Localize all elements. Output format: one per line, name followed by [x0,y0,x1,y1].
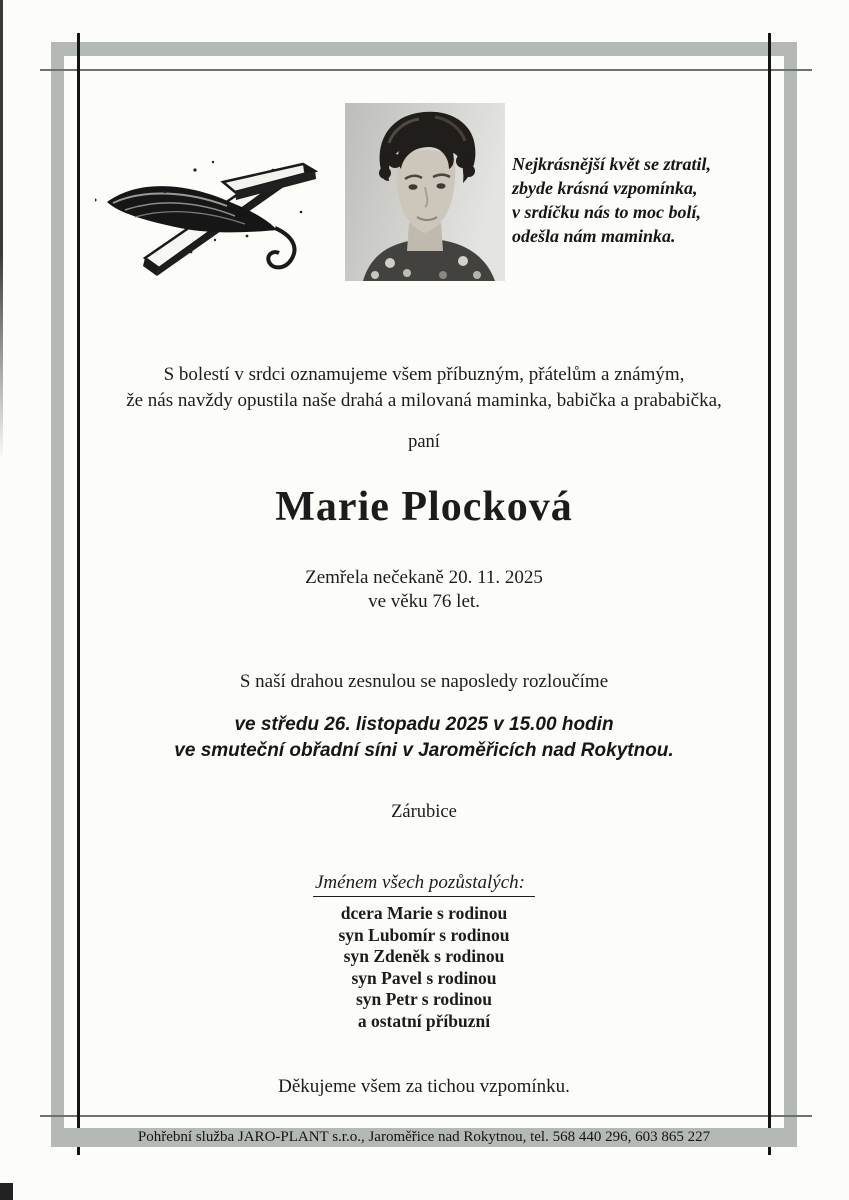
announcement-line-1: S bolestí v srdci oznamujeme všem příbuzným, přátelům a známým, [163,364,685,385]
survivor-item: syn Lubomír s rodinou [338,924,510,945]
ceremony-details [51,712,797,764]
place-name: Zárubice [391,802,457,822]
frame-top-thin-line [40,69,812,71]
ceremony-location: ve smuteční obřadní síni v Jaroměřicích nad Rokytnou. [174,740,674,761]
farewell-intro: S naší drahou zesnulou se naposledy rozloučíme [239,671,609,692]
deceased-name: Marie Plocková [275,484,573,530]
survivor-item: syn Zdeněk s rodinou [343,946,505,966]
survivor-item: syn Pavel s rodinou [351,967,497,988]
frame-bottom-thin-line [40,1115,812,1117]
frame-top-band [51,42,797,56]
cross-and-feather-drawing [95,140,330,295]
poem-line: Nejkrásnější květ se ztratil, [512,154,711,174]
salutation: paní [408,432,440,452]
cross-and-feather-icon [95,140,330,295]
poem-line: zbyde krásná vzpomínka, [512,178,698,198]
footer-band [51,1128,797,1147]
death-date-line: Zemřela nečekaně 20. 11. 2025 [305,567,543,588]
scan-blot-artifact [0,1183,13,1200]
survivor-item: dcera Marie s rodinou [340,903,508,923]
announcement [51,362,797,414]
survivor-item: syn Petr s rodinou [356,989,492,1009]
portrait-photo-image [345,103,505,281]
portrait-photo [345,103,505,281]
poem-line: odešla nám maminka. [512,226,676,246]
thanks-line: Děkujeme všem za tichou vzpomínku. [278,1076,570,1097]
memorial-poem [512,152,752,248]
funeral-service-info: Pohřební služba JARO-PLANT s.r.o., Jaroměřice nad Rokytnou, tel. 568 440 296, 603 865 227 [137,1129,711,1145]
survivor-item: a ostatní příbuzní [357,1010,491,1031]
poem-line: v srdíčku nás to moc bolí, [512,202,702,222]
scan-edge-artifact [0,0,3,460]
ceremony-datetime: ve středu 26. listopadu 2025 v 15.00 hodin [234,714,614,735]
survivors-list [51,903,797,1032]
announcement-line-2: že nás navždy opustila naše drahá a milovaná maminka, babička a prababička, [126,390,722,411]
death-info [51,566,797,614]
survivors-heading [51,872,797,897]
death-age-line: ve věku 76 let. [368,591,480,612]
survivors-heading-text: Jménem všech pozůstalých: [313,872,535,897]
